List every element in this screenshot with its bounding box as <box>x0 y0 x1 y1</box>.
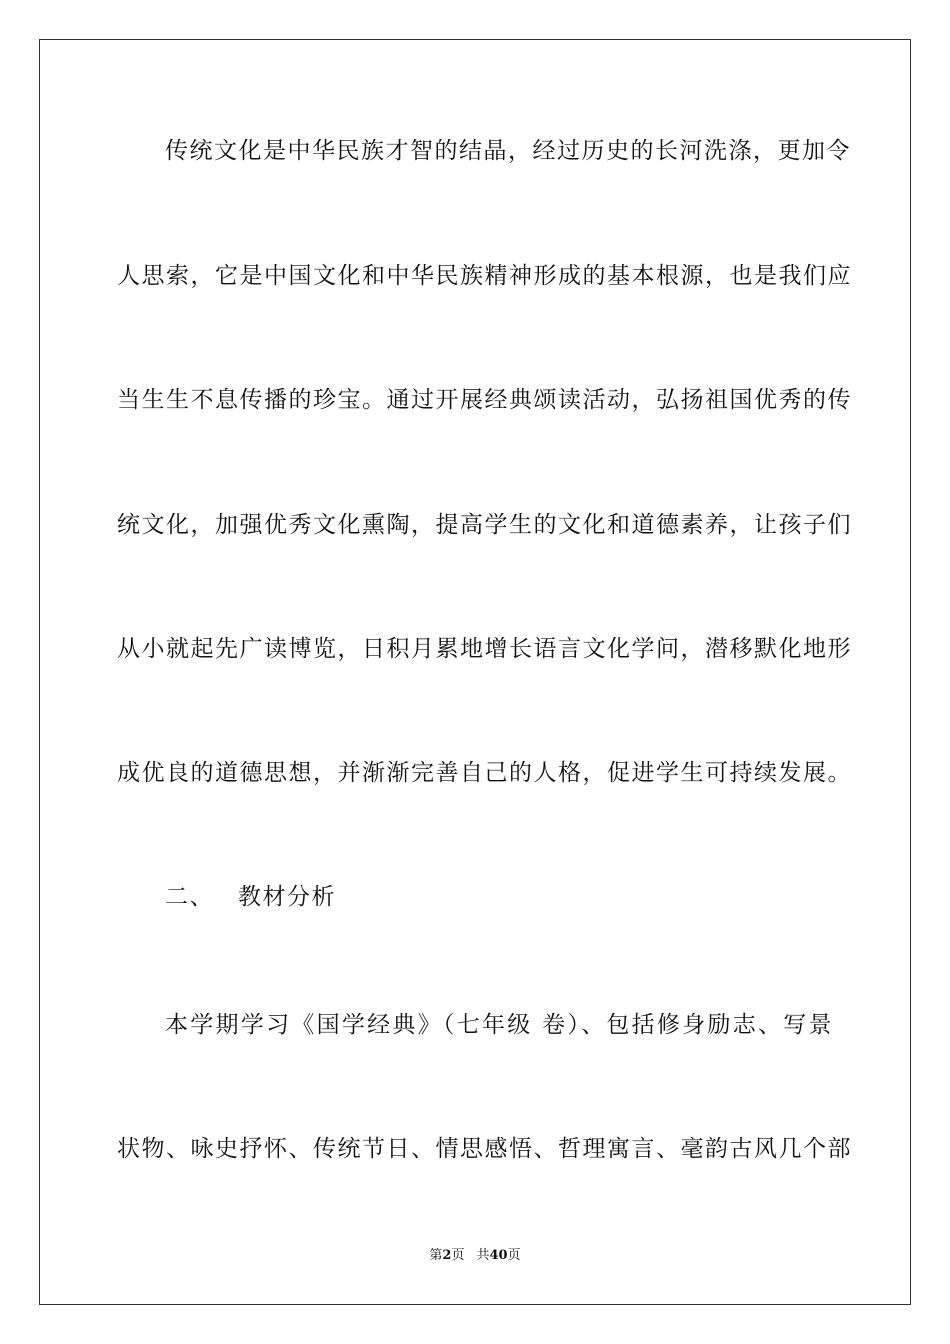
paragraph-line: 本学期学习《国学经典》（七年级 卷）、包括修身励志、写景 <box>165 1012 833 1038</box>
section-heading <box>165 882 336 912</box>
paragraph-line: 统文化，加强优秀文化熏陶，提高学生的文化和道德素养，让孩子们 <box>117 512 852 538</box>
paragraph-line: 当生生不息传播的珍宝。通过开展经典颂读活动，弘扬祖国优秀的传 <box>117 387 852 413</box>
section-title: 教材分析 <box>238 884 336 910</box>
paragraph-line: 成优良的道德思想，并渐渐完善自己的人格，促进学生可持续发展。 <box>117 760 852 786</box>
paragraph-line: 传统文化是中华民族才智的结晶，经过历史的长河洗涤，更加令 <box>165 138 851 164</box>
total-pages: 40 <box>489 1248 508 1263</box>
paragraph-line: 状物、咏史抒怀、传统节日、情思感悟、哲理寓言、毫韵古风几个部 <box>117 1136 852 1162</box>
page-border <box>39 39 911 1305</box>
section-number: 二、 <box>165 884 214 910</box>
total-prefix: 共 <box>476 1248 490 1263</box>
page-prefix: 第 <box>429 1248 443 1263</box>
total-suffix: 页 <box>507 1248 521 1263</box>
page-suffix: 页 <box>451 1248 465 1263</box>
paragraph-line: 从小就起先广读博览，日积月累地增长语言文化学问，潜移默化地形 <box>117 636 852 662</box>
paragraph-line: 人思索，它是中国文化和中华民族精神形成的基本根源，也是我们应 <box>117 263 852 289</box>
page-footer <box>0 1247 950 1265</box>
page-number: 2 <box>442 1248 452 1263</box>
